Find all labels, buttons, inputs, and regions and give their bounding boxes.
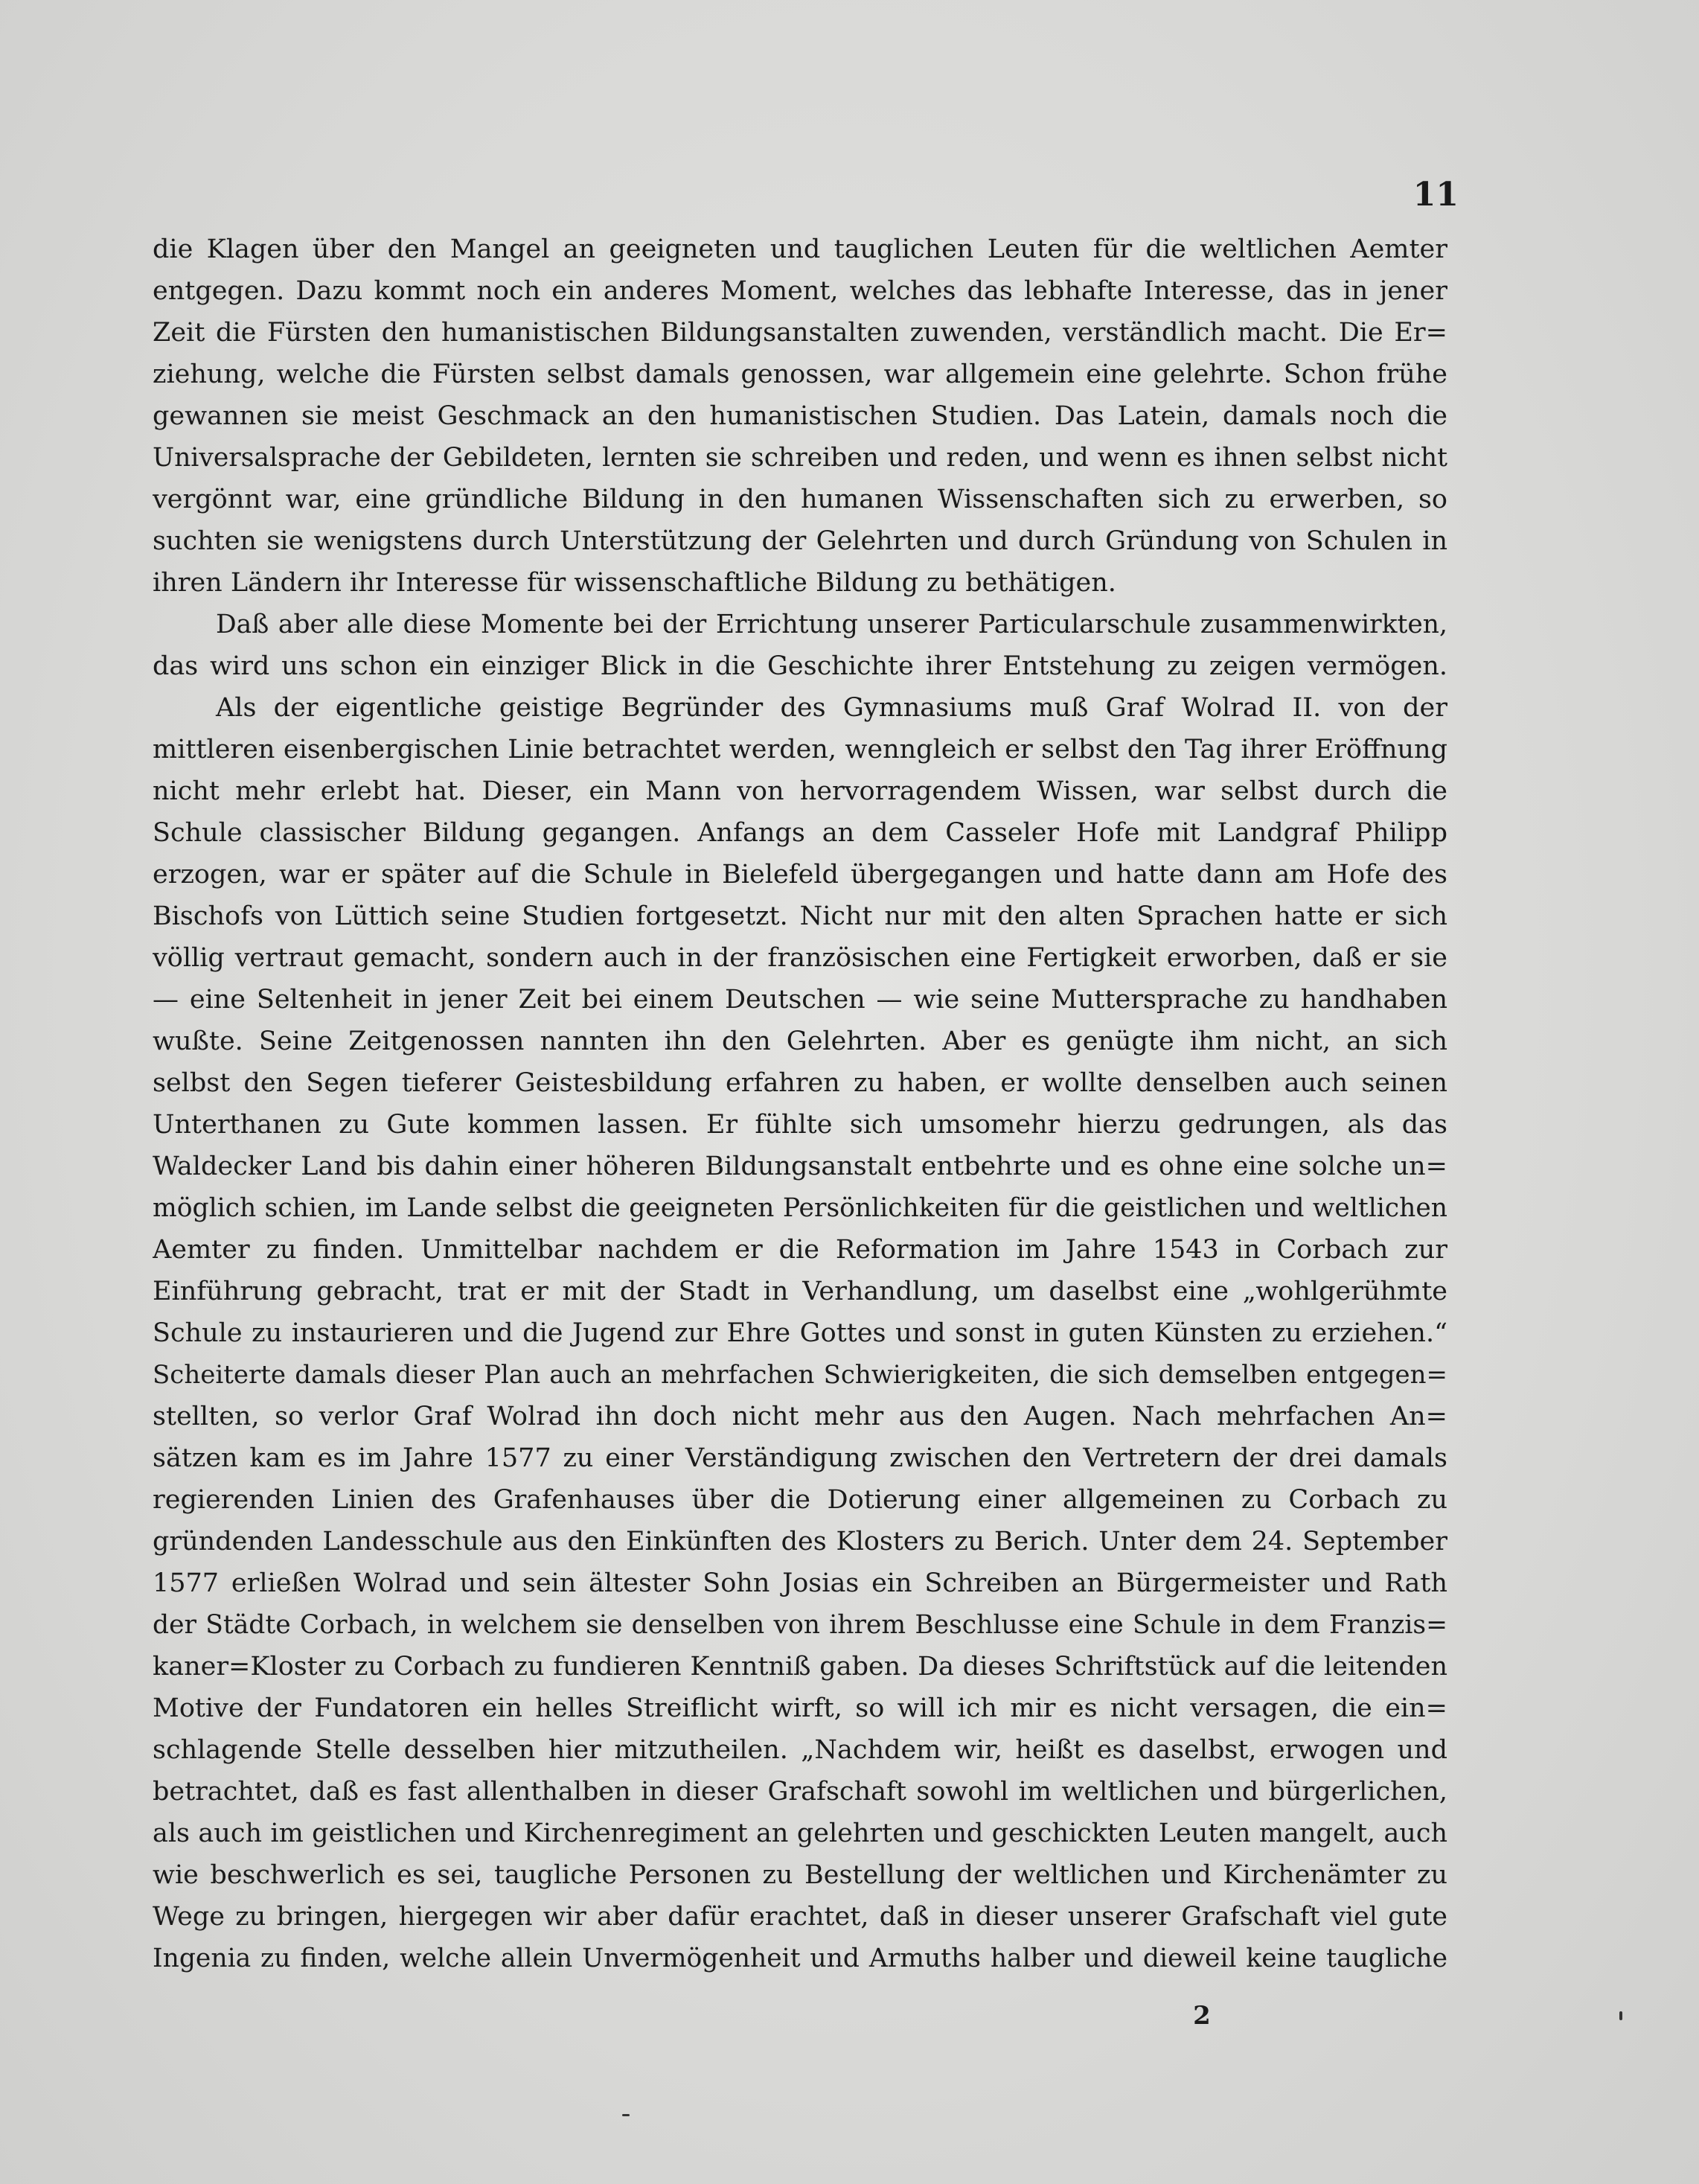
- text-line: wie beschwerlich es sei, taugliche Personen zu Bestellung der weltlichen und Kirchenämter zu: [153, 1860, 1447, 1890]
- text-line: völlig vertraut gemacht, sondern auch in der französischen eine Fertigkeit erworben, daß er sie: [153, 943, 1447, 973]
- paragraph-start-line: Als der eigentliche geistige Begründer des Gymnasiums muß Graf Wolrad II. von der: [216, 693, 1447, 723]
- signature-mark: 2: [1193, 2001, 1211, 2031]
- text-line: gründenden Landesschule aus den Einkünften des Klosters zu Berich. Unter dem 24. September: [153, 1527, 1447, 1556]
- page-number: 11: [1412, 176, 1459, 214]
- text-line: betrachtet, daß es fast allenthalben in dieser Grafschaft sowohl im weltlichen und bürgerlichen,: [153, 1777, 1447, 1807]
- text-line: 1577 erließen Wolrad und sein ältester Sohn Josias ein Schreiben an Bürgermeister und Rath: [153, 1568, 1447, 1598]
- text-line: Unterthanen zu Gute kommen lassen. Er fühlte sich umsomehr hierzu gedrungen, als das: [153, 1110, 1447, 1140]
- text-line: vergönnt war, eine gründliche Bildung in den humanen Wissenschaften sich zu erwerben, so: [153, 485, 1447, 514]
- body-text: [153, 229, 1447, 1979]
- text-line: die Klagen über den Mangel an geeigneten und tauglichen Leuten für die weltlichen Aemter: [153, 234, 1447, 264]
- print-speck: [622, 2114, 630, 2116]
- text-line: Bischofs von Lüttich seine Studien fortgesetzt. Nicht nur mit den alten Sprachen hatte er sich: [153, 901, 1447, 931]
- text-line: mittleren eisenbergischen Linie betrachtet werden, wenngleich er selbst den Tag ihrer Eröffnung: [153, 735, 1447, 764]
- text-line: regierenden Linien des Grafenhauses über die Dotierung einer allgemeinen zu Corbach zu: [153, 1485, 1447, 1515]
- text-line: kaner=Kloster zu Corbach zu fundieren Kenntniß gaben. Da dieses Schriftstück auf die leitenden: [153, 1652, 1447, 1682]
- text-line: Waldecker Land bis dahin einer höheren Bildungsanstalt entbehrte und es ohne eine solche un=: [153, 1152, 1447, 1181]
- text-line: Schule classischer Bildung gegangen. Anfangs an dem Casseler Hofe mit Landgraf Philipp: [153, 818, 1447, 848]
- text-line: entgegen. Dazu kommt noch ein anderes Moment, welches das lebhafte Interesse, das in jener: [153, 276, 1447, 306]
- text-line: nicht mehr erlebt hat. Dieser, ein Mann von hervorragendem Wissen, war selbst durch die: [153, 776, 1447, 806]
- text-line: suchten sie wenigstens durch Unterstützung der Gelehrten und durch Gründung von Schulen in: [153, 526, 1447, 556]
- text-line: Zeit die Fürsten den humanistischen Bildungsanstalten zuwenden, verständlich macht. Die Er=: [153, 318, 1447, 348]
- text-line: als auch im geistlichen und Kirchenregiment an gelehrten und geschickten Leuten mangelt, auch: [153, 1819, 1447, 1848]
- text-line: ziehung, welche die Fürsten selbst damals genossen, war allgemein eine gelehrte. Schon frühe: [153, 360, 1447, 389]
- text-line: der Städte Corbach, in welchem sie denselben von ihrem Beschlusse eine Schule in dem Franzis=: [153, 1610, 1447, 1640]
- text-line: Schule zu instaurieren und die Jugend zur Ehre Gottes und sonst in guten Künsten zu erziehen.“: [153, 1318, 1447, 1348]
- text-line: Aemter zu finden. Unmittelbar nachdem er die Reformation im Jahre 1543 in Corbach zur: [153, 1235, 1447, 1265]
- text-line: selbst den Segen tieferer Geistesbildung erfahren zu haben, er wollte denselben auch seinen: [153, 1068, 1447, 1098]
- text-line: wußte. Seine Zeitgenossen nannten ihn den Gelehrten. Aber es genügte ihm nicht, an sich: [153, 1026, 1447, 1056]
- paragraph-start-line: Daß aber alle diese Momente bei der Errichtung unserer Particularschule zusammenwirkten,: [216, 610, 1447, 639]
- print-speck: [1619, 2011, 1622, 2020]
- text-line: Wege zu bringen, hiergegen wir aber dafür erachtet, daß in dieser unserer Grafschaft viel gute: [153, 1902, 1447, 1932]
- text-line: sätzen kam es im Jahre 1577 zu einer Verständigung zwischen den Vertretern der drei damals: [153, 1443, 1447, 1473]
- text-line: möglich schien, im Lande selbst die geeigneten Persönlichkeiten für die geistlichen und weltlichen: [153, 1193, 1447, 1223]
- text-line: erzogen, war er später auf die Schule in Bielefeld übergegangen und hatte dann am Hofe des: [153, 860, 1447, 890]
- text-line: stellten, so verlor Graf Wolrad ihn doch nicht mehr aus den Augen. Nach mehrfachen An=: [153, 1402, 1447, 1431]
- text-line: Einführung gebracht, trat er mit der Stadt in Verhandlung, um daselbst eine „wohlgerühmte: [153, 1277, 1447, 1306]
- text-line: — eine Seltenheit in jener Zeit bei einem Deutschen — wie seine Muttersprache zu handhaben: [153, 985, 1447, 1015]
- text-line: Ingenia zu finden, welche allein Unvermögenheit und Armuths halber und dieweil keine taugliche: [153, 1944, 1447, 1973]
- text-line: gewannen sie meist Geschmack an den humanistischen Studien. Das Latein, damals noch die: [153, 401, 1447, 431]
- text-line: Motive der Fundatoren ein helles Streiflicht wirft, so will ich mir es nicht versagen, die ein=: [153, 1693, 1447, 1723]
- text-line: Universalsprache der Gebildeten, lernten sie schreiben und reden, und wenn es ihnen selbst nicht: [153, 443, 1447, 473]
- text-line: das wird uns schon ein einziger Blick in die Geschichte ihrer Entstehung zu zeigen vermögen.: [153, 651, 1447, 681]
- text-line: schlagende Stelle desselben hier mitzutheilen. „Nachdem wir, heißt es daselbst, erwogen und: [153, 1735, 1447, 1765]
- text-line: Scheiterte damals dieser Plan auch an mehrfachen Schwierigkeiten, die sich demselben entgegen=: [153, 1360, 1447, 1390]
- paragraph-end-line: ihren Ländern ihr Interesse für wissenschaftliche Bildung zu bethätigen.: [153, 568, 1116, 598]
